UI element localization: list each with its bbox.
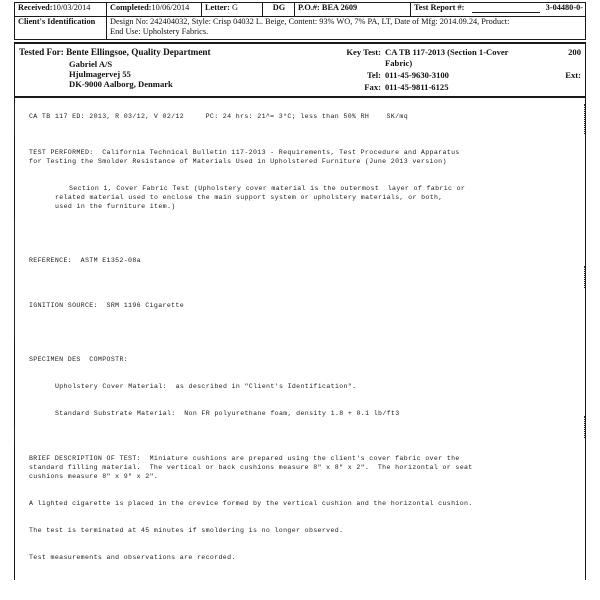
spacer (29, 508, 575, 526)
spacer (29, 364, 575, 382)
spacer (29, 418, 575, 454)
margin-tick-right-3 (584, 416, 585, 438)
specimen-substrate-material-line: Standard Substrate Material: Non FR polyurethane foam, density 1.8 + 0.1 lb/ft3 (55, 410, 400, 417)
procedure-paragraph-3: The test is terminated at 45 minutes if smoldering is no longer observed. (29, 527, 344, 534)
section-line-3: used in the furniture item.) (55, 203, 176, 210)
test-performed-line-2: for Testing the Smolder Resistance of Materials Used in Upholstered Furniture (June 2013 version) (29, 158, 447, 165)
telephone-value: 011-45-9630-3100 (385, 70, 449, 80)
extension-label: Ext: (565, 70, 581, 80)
key-test-column (319, 46, 581, 93)
completed-label: Completed: (110, 3, 152, 12)
tested-for-column (19, 46, 319, 93)
received-label: Received: (18, 3, 53, 12)
fax-spacer (547, 81, 581, 93)
spacer (29, 346, 575, 355)
key-test-value: CA TB 117-2013 (Section 1-Cover (385, 47, 509, 57)
received-cell (15, 3, 107, 17)
tested-for-address-line-3: DK-9000 Aalborg, Denmark (69, 78, 173, 89)
test-report-label: Test Report #: (414, 3, 465, 12)
completed-value: 10/06/2014 (151, 3, 190, 12)
spacer (29, 166, 575, 184)
initials-cell (263, 3, 295, 17)
key-test-row (319, 46, 581, 58)
procedure-paragraph-4: Test measurements and observations are recorded. (29, 554, 236, 561)
fax-row (319, 81, 581, 93)
table-row (15, 3, 586, 17)
client-identification-label: Client's Identification (15, 17, 107, 40)
ignition-source-line: IGNITION SOURCE: SRM 1196 Cigarette (29, 302, 185, 309)
tested-for-label: Tested For: (19, 47, 64, 57)
test-performed-line-1: TEST PERFORMED: California Technical Bulletin 117-2013 - Requirements, Test Procedure and Apparatus (29, 149, 460, 156)
report-body (14, 98, 586, 580)
initials-value: DG (272, 3, 286, 12)
section-line-2: related material used to enclose the main support system or upholstery materials, or both, (55, 194, 443, 201)
tested-for-block (14, 42, 586, 98)
tested-for-address-line-2: Hjulmagervej 55 (69, 68, 131, 79)
spacer (29, 310, 575, 346)
tested-for-heading (19, 46, 319, 59)
telephone-row (319, 69, 581, 81)
brief-description-line-3: cushions measure 8" x 9" x 2". (29, 473, 159, 480)
letter-value: G (231, 3, 238, 12)
fax-label: Fax: (364, 82, 381, 92)
letter-cell (202, 3, 263, 17)
fax-value: 011-45-9811-6125 (385, 82, 449, 92)
spacer (29, 535, 575, 553)
key-test-label: Key Test: (346, 47, 381, 57)
margin-tick-left-2 (14, 220, 15, 340)
completed-cell (107, 3, 202, 17)
spacer (29, 265, 575, 301)
key-test-number: 200 (568, 47, 581, 57)
client-id-line-1: Design No: 242404032, Style: Crisp 04032 L. Beige, Content: 93% WO, 7% PA, LT, Date of Mfg: 2014.09.24, Product: (110, 17, 510, 26)
section-line-1: Section 1, Cover Fabric Test (Upholstery cover material is the outermost layer of fabric or (69, 185, 466, 192)
spacer (29, 121, 575, 148)
margin-tick-right-2 (584, 266, 585, 288)
margin-tick-left-3 (14, 428, 15, 442)
spacer (29, 391, 575, 409)
brief-description-line-1: BRIEF DESCRIPTION OF TEST: Miniature cushions are prepared using the client's cover fabric over the (29, 455, 460, 462)
test-report-number-cell (411, 3, 586, 17)
spacer (29, 211, 575, 247)
spacer (29, 481, 575, 499)
tested-for-address-line-1: Gabriel A/S (69, 58, 113, 69)
margin-tick-right (584, 104, 585, 134)
spec-conditions-line: CA TB 117 ED: 2013, R 03/12, V 02/12 PC: 24 hrs: 21^= 3*C; less than 50% RH SK/mq (29, 113, 409, 120)
brief-description-line-2: standard filling material. The vertical or back cushions measure 8" x 8" x 2". The horizontal or seat (29, 464, 473, 471)
telephone-label: Tel: (366, 70, 381, 80)
client-id-line-2: End Use: Upholstery Fabrics. (110, 27, 209, 36)
specimen-composition-header: SPECIMEN DES COMPOSTR: (29, 356, 129, 363)
table-row (15, 17, 586, 40)
procedure-paragraph-2: A lighted cigarette is placed in the crevice formed by the vertical cushion and the horizontal cushion. (29, 500, 473, 507)
test-report-value: 3-04480-0- (545, 3, 583, 12)
client-identification-value (107, 17, 586, 40)
key-test-value-continued: Fabric) (385, 58, 413, 68)
spacer (29, 247, 575, 256)
test-report-underline (472, 3, 539, 13)
letter-label: Letter: (205, 3, 230, 12)
margin-tick-left (14, 104, 15, 134)
specimen-cover-material-line: Upholstery Cover Material: as described in "Client's Identification". (55, 383, 357, 390)
purchase-order-cell (295, 3, 411, 17)
po-value: BEA 2609 (321, 3, 358, 12)
received-value: 10/03/2014 (52, 3, 91, 12)
po-label: P.O.#: (298, 3, 320, 12)
tested-for-company: Bente Ellingsoe, Quality Department (66, 47, 211, 57)
header-info-table (14, 2, 586, 40)
reference-line: REFERENCE: ASTM E1352-08a (29, 257, 141, 264)
